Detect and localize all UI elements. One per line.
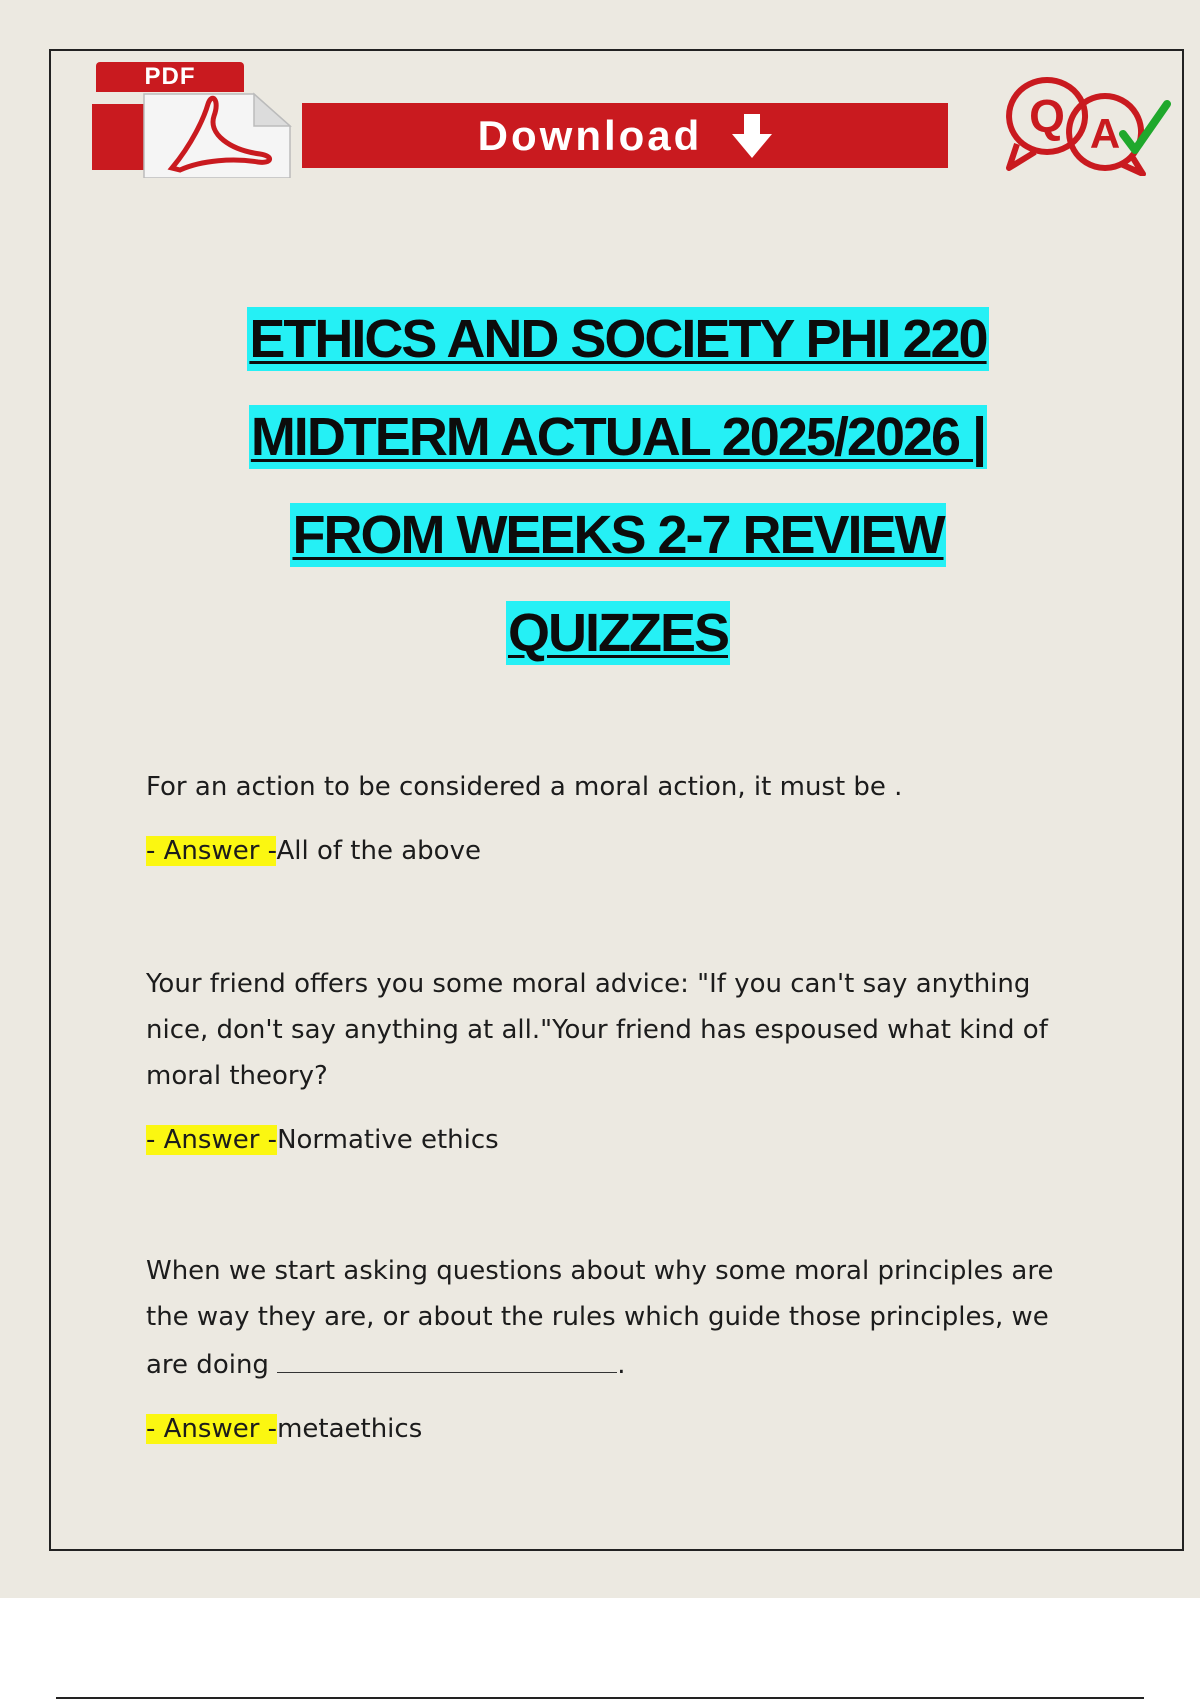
title-line: FROM WEEKS 2-7 REVIEW (292, 505, 944, 565)
fill-in-blank (277, 1340, 617, 1373)
question-text: When we start asking questions about why some moral principles are the way they are, or about the rules which guide those principles, we are doing . (146, 1256, 1054, 1380)
pdf-file-icon (142, 64, 292, 178)
answer-text: All of the above (276, 836, 481, 866)
answer-text: Normative ethics (277, 1125, 499, 1155)
pdf-label: PDF (96, 62, 244, 92)
question-item (146, 961, 1086, 1163)
download-label: Download (477, 111, 703, 159)
question-text: For an action to be considered a moral action, it must be . (146, 772, 903, 802)
logo-q: Q (1029, 90, 1065, 142)
answer-text: metaethics (277, 1414, 423, 1444)
download-arrow-icon (732, 114, 772, 158)
answer-prefix: - Answer - (146, 1125, 278, 1155)
page-separator-rule (56, 1697, 1144, 1699)
pdf-download-banner[interactable] (90, 60, 860, 178)
answer-line (146, 828, 1086, 874)
question-text: Your friend offers you some moral advice: "If you can't say anything nice, don't say anything at all."Your friend has espoused what kind of moral theory? (146, 969, 1048, 1091)
question-item (146, 764, 1086, 874)
question-item (146, 1248, 1086, 1452)
answer-prefix: - Answer - (146, 836, 277, 866)
document-title (150, 290, 1086, 682)
title-line: MIDTERM ACTUAL 2025/2026 | (250, 407, 986, 467)
answer-line (146, 1406, 1086, 1452)
title-line: ETHICS AND SOCIETY PHI 220 (249, 309, 987, 369)
qa-logo-icon (1005, 74, 1173, 176)
logo-a: A (1089, 110, 1121, 157)
answer-prefix: - Answer - (146, 1414, 278, 1444)
title-line: QUIZZES (507, 603, 728, 663)
answer-line (146, 1117, 1086, 1163)
download-button[interactable] (302, 103, 948, 168)
